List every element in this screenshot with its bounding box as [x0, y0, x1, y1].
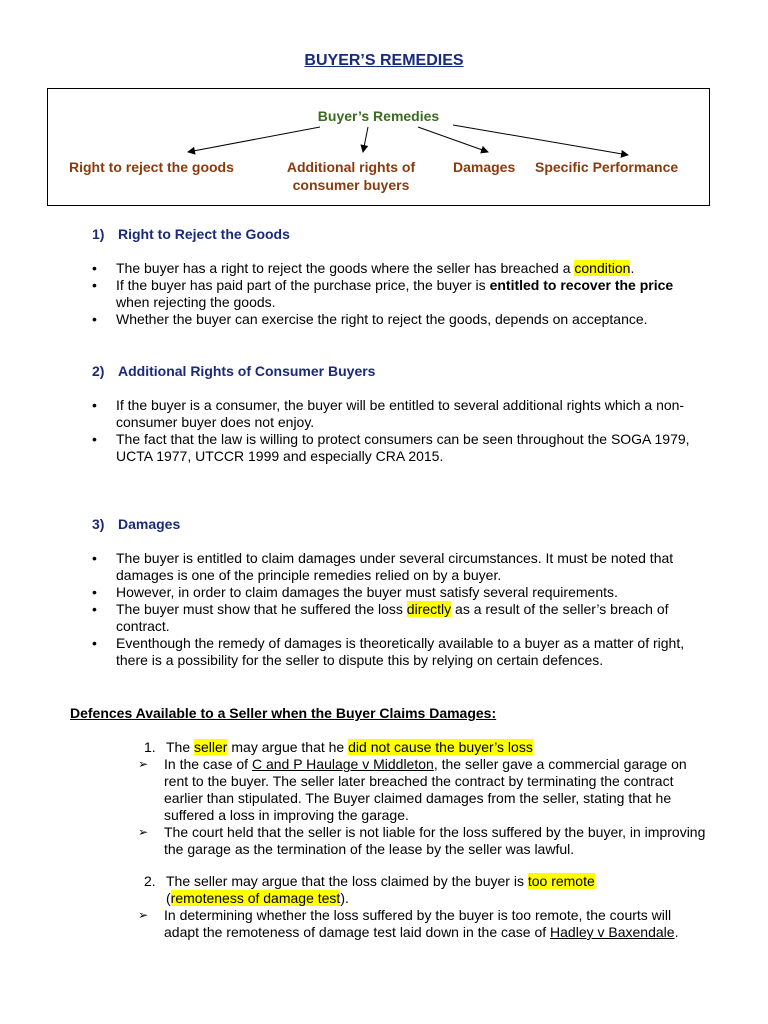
diagram-root: Buyer’s Remedies — [317, 108, 440, 124]
arrow-to-consumer — [363, 127, 368, 152]
list-item: • If the buyer has paid part of the purchase price, the buyer is entitled to recover the price when rejecting the goods. — [88, 277, 708, 311]
diagram-node-consumer: Additional rights of consumer buyers — [286, 159, 416, 193]
section-1-heading: 1) Right to Reject the Goods — [92, 226, 290, 242]
list-item: • However, in order to claim damages the buyer must satisfy several requirements. — [88, 584, 708, 601]
section-3-heading: 3) Damages — [92, 516, 181, 532]
defence-1-points — [138, 756, 708, 858]
arrow-to-reject — [188, 127, 320, 152]
list-item: ➢ In the case of C and P Haulage v Middleton, the seller gave a commercial garage on rent to the buyer. The seller later breached the contract by terminating the contract earlier than stipulated. The Buyer claimed damages from the seller, stating that he suffered a loss in improving the garage. — [138, 756, 708, 824]
defence-2-title: 2. The seller may argue that the loss claimed by the buyer is too remote (remoteness of damage test). — [144, 873, 595, 906]
diagram-node-reject: Right to reject the goods — [69, 159, 234, 175]
section-1-list — [88, 260, 708, 328]
section-2-heading: 2) Additional Rights of Consumer Buyers — [92, 363, 376, 379]
list-item: • The buyer must show that he suffered the loss directly as a result of the seller’s breach of contract. — [88, 601, 708, 635]
list-item: • The buyer has a right to reject the goods where the seller has breached a condition. — [88, 260, 708, 277]
page-title: BUYER’S REMEDIES — [304, 52, 464, 69]
list-item: ➢ The court held that the seller is not liable for the loss suffered by the buyer, in improving the garage as the termination of the lease by the seller was lawful. — [138, 824, 708, 858]
diagram-node-damages: Damages — [453, 159, 516, 175]
list-item: • If the buyer is a consumer, the buyer will be entitled to several additional rights which a non-consumer buyer does not enjoy. — [88, 397, 708, 431]
list-item: • Whether the buyer can exercise the right to reject the goods, depends on acceptance. — [88, 311, 708, 328]
defence-1-title: 1. The seller may argue that he did not cause the buyer’s loss — [144, 739, 533, 755]
list-item: • The fact that the law is willing to protect consumers can be seen throughout the SOGA 1979, UCTA 1977, UTCCR 1999 and especially CRA 2015. — [88, 431, 708, 465]
section-3-list — [88, 550, 708, 669]
list-item: • The buyer is entitled to claim damages under several circumstances. It must be noted that damages is one of the principle remedies relied on by a buyer. — [88, 550, 708, 584]
defences-heading: Defences Available to a Seller when the Buyer Claims Damages: — [70, 705, 497, 721]
list-item: ➢ In determining whether the loss suffered by the buyer is too remote, the courts will adapt the remoteness of damage test laid down in the case of Hadley v Baxendale. — [138, 907, 708, 941]
section-2-list — [88, 397, 708, 465]
list-item: • Eventhough the remedy of damages is theoretically available to a buyer as a matter of right, there is a possibility for the seller to dispute this by relying on certain defences. — [88, 635, 708, 669]
diagram-node-specific: Specific Performance — [535, 159, 679, 175]
arrow-to-specific — [453, 125, 628, 155]
arrow-to-damages — [418, 127, 488, 152]
remedies-diagram — [47, 88, 710, 206]
defence-2-points — [138, 907, 708, 941]
